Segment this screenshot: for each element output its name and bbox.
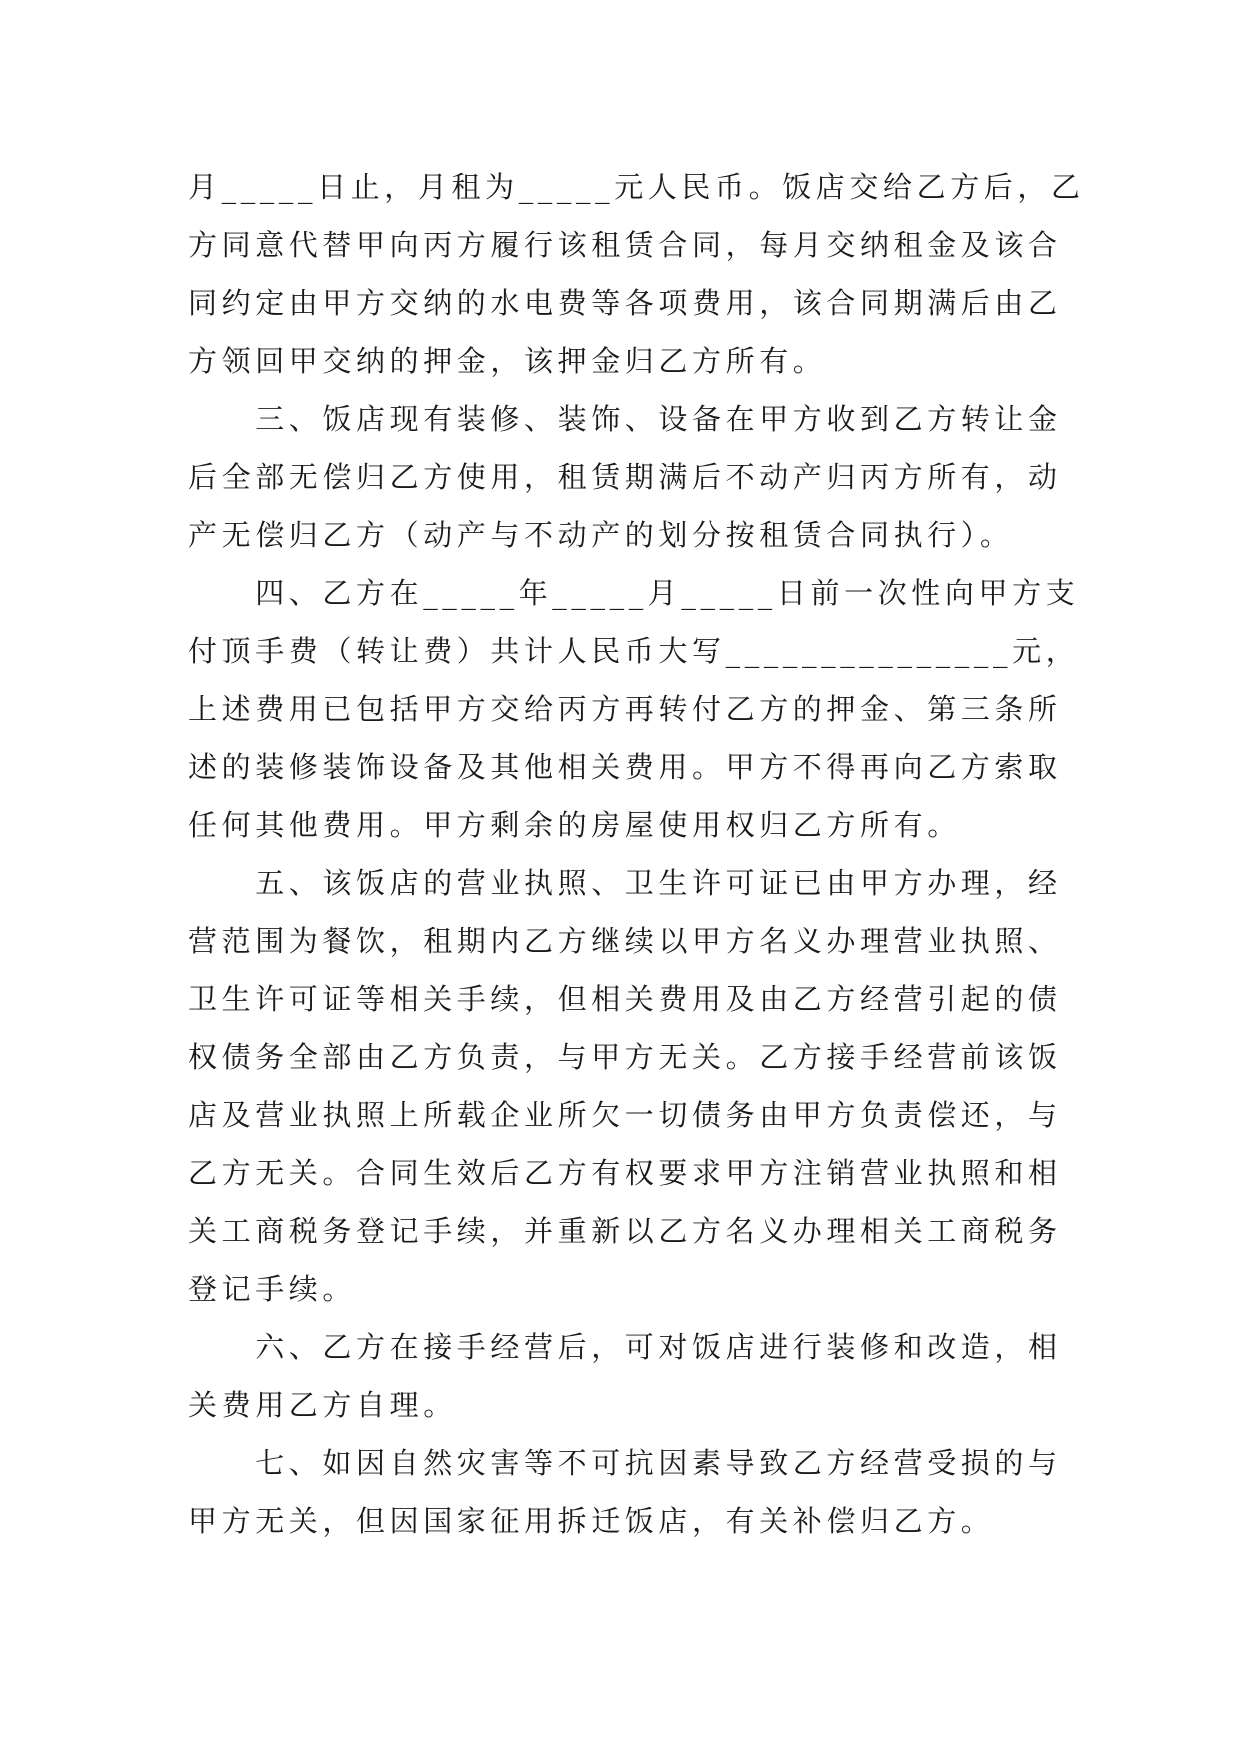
clause-3-start: 三、饭店现有装修、装饰、设备在甲方收到乙方转让金 bbox=[188, 402, 1062, 436]
text-line: 权债务全部由乙方负责，与甲方无关。乙方接手经营前该饭 bbox=[188, 1040, 1062, 1074]
text-line: 营范围为餐饮，租期内乙方继续以甲方名义办理营业执照、 bbox=[188, 924, 1062, 958]
text-line: 关工商税务登记手续，并重新以乙方名义办理相关工商税务 bbox=[188, 1214, 1062, 1248]
text-line: 甲方无关，但因国家征用拆迁饭店，有关补偿归乙方。 bbox=[188, 1504, 995, 1538]
text-line: 上述费用已包括甲方交给丙方再转付乙方的押金、第三条所 bbox=[188, 692, 1062, 726]
text-line: 店及营业执照上所载企业所欠一切债务由甲方负责偿还，与 bbox=[188, 1098, 1062, 1132]
text-line: 卫生许可证等相关手续，但相关费用及由乙方经营引起的债 bbox=[188, 982, 1062, 1016]
text-line: 关费用乙方自理。 bbox=[188, 1388, 457, 1422]
text-line: 同约定由甲方交纳的水电费等各项费用，该合同期满后由乙 bbox=[188, 286, 1062, 320]
text-line: 登记手续。 bbox=[188, 1272, 357, 1306]
text-line: 产无偿归乙方（动产与不动产的划分按租赁合同执行）。 bbox=[188, 518, 1014, 552]
text-line: 述的装修装饰设备及其他相关费用。甲方不得再向乙方索取 bbox=[188, 750, 1062, 784]
text-line: 任何其他费用。甲方剩余的房屋使用权归乙方所有。 bbox=[188, 808, 961, 842]
text-line: 方同意代替甲向丙方履行该租赁合同，每月交纳租金及该合 bbox=[188, 228, 1062, 262]
clause-5-start: 五、该饭店的营业执照、卫生许可证已由甲方办理，经 bbox=[188, 866, 1062, 900]
clause-7-start: 七、如因自然灾害等不可抗因素导致乙方经营受损的与 bbox=[188, 1446, 1062, 1480]
text-line: 后全部无偿归乙方使用，租赁期满后不动产归丙方所有，动 bbox=[188, 460, 1062, 494]
text-line: 付顶手费（转让费）共计人民币大写_______________元， bbox=[188, 634, 1080, 668]
text-line: 月_____日止，月租为_____元人民币。饭店交给乙方后，乙 bbox=[188, 170, 1085, 204]
contract-body bbox=[188, 158, 1085, 1550]
text-line: 方领回甲交纳的押金，该押金归乙方所有。 bbox=[188, 344, 827, 378]
text-line: 乙方无关。合同生效后乙方有权要求甲方注销营业执照和相 bbox=[188, 1156, 1062, 1190]
clause-6-start: 六、乙方在接手经营后，可对饭店进行装修和改造，相 bbox=[188, 1330, 1062, 1364]
clause-4-start: 四、乙方在_____年_____月_____日前一次性向甲方支 bbox=[188, 576, 1080, 610]
